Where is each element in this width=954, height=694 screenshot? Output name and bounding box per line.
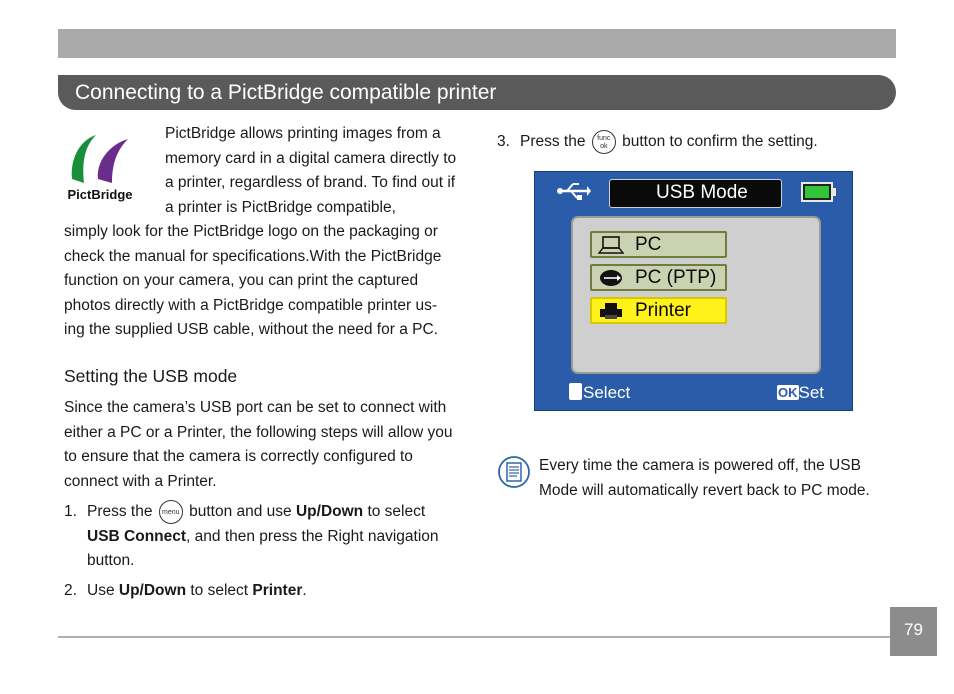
icon-label-top: func	[597, 135, 611, 142]
battery-icon	[801, 182, 833, 202]
pictbridge-logo-text: PictBridge	[67, 187, 133, 202]
ok-key-icon: OK	[778, 385, 798, 400]
step-text: , and then press the Right navigation button.	[87, 527, 439, 570]
section-heading: Setting the USB mode	[64, 366, 238, 386]
updown-key-icon	[569, 383, 582, 400]
step-text: button to confirm the setting.	[622, 133, 818, 151]
select-hint	[569, 383, 630, 403]
top-decor-bar	[58, 29, 896, 58]
step-text: Press the	[520, 133, 586, 151]
set-hint	[777, 383, 824, 403]
page-title: Connecting to a PictBridge compatible printer	[58, 75, 896, 110]
step-body	[520, 130, 818, 155]
usb-mode-title: USB Mode	[609, 179, 782, 208]
pictbridge-logo	[64, 127, 136, 211]
step-text: .	[302, 582, 307, 599]
step-text: to select	[190, 582, 249, 599]
section-paragraph: Since the camera’s USB port can be set to connect with either a PC or a Printer, the following steps will allow you to ensure that the camera is correctly configured to connect with a Printer.	[64, 399, 453, 490]
step-keyword: Up/Down	[295, 503, 364, 521]
option-pc-ptp[interactable]	[590, 264, 727, 291]
step-number: 2.	[64, 582, 77, 599]
step-body	[87, 500, 459, 574]
option-pc[interactable]	[590, 231, 727, 258]
step-text: button and use	[189, 503, 292, 521]
step-text: Press the	[87, 503, 153, 521]
step-body	[87, 579, 307, 604]
laptop-icon	[598, 236, 624, 254]
step-text: to select	[367, 503, 426, 521]
note-text: Every time the camera is powered off, the USB Mode will automatically revert back to PC mode.	[539, 457, 870, 499]
func-ok-button-icon	[592, 130, 616, 154]
step-number: 3.	[497, 133, 510, 150]
footer-divider	[58, 636, 890, 638]
intro-text-full: simply look for the PictBridge logo on the packaging or check the manual for specifications.With the PictBridge function on your camera, you can print the captured photos directly with a PictBridge compatible printer us- ing the supplied USB cable, without the need for a PC.	[64, 223, 442, 338]
step-keyword: Printer	[252, 582, 303, 599]
option-label: Printer	[635, 300, 691, 321]
note-icon	[498, 456, 530, 488]
option-label: PC (PTP)	[635, 267, 717, 288]
pictbridge-mark-icon	[64, 127, 136, 189]
step-text: Use	[87, 582, 115, 599]
icon-label-bottom: ok	[600, 143, 608, 150]
printer-icon	[598, 302, 624, 320]
ptp-icon	[598, 269, 624, 287]
step-number: 1.	[64, 503, 77, 520]
step-keyword: Up/Down	[118, 582, 187, 599]
select-label: Select	[583, 383, 631, 402]
page-number: 79	[890, 607, 937, 656]
usb-icon	[557, 180, 591, 202]
step-keyword: USB Connect	[87, 527, 187, 545]
option-label: PC	[635, 234, 662, 255]
intro-text-side: PictBridge allows printing images from a memory card in a digital camera directly to a printer, regardless of brand. To find out if a printer is PictBridge compatible,	[165, 125, 457, 216]
set-label: Set	[798, 383, 825, 402]
menu-button-icon: menu	[159, 500, 183, 524]
option-printer[interactable]	[590, 297, 727, 324]
camera-usb-mode-screen	[534, 171, 853, 411]
